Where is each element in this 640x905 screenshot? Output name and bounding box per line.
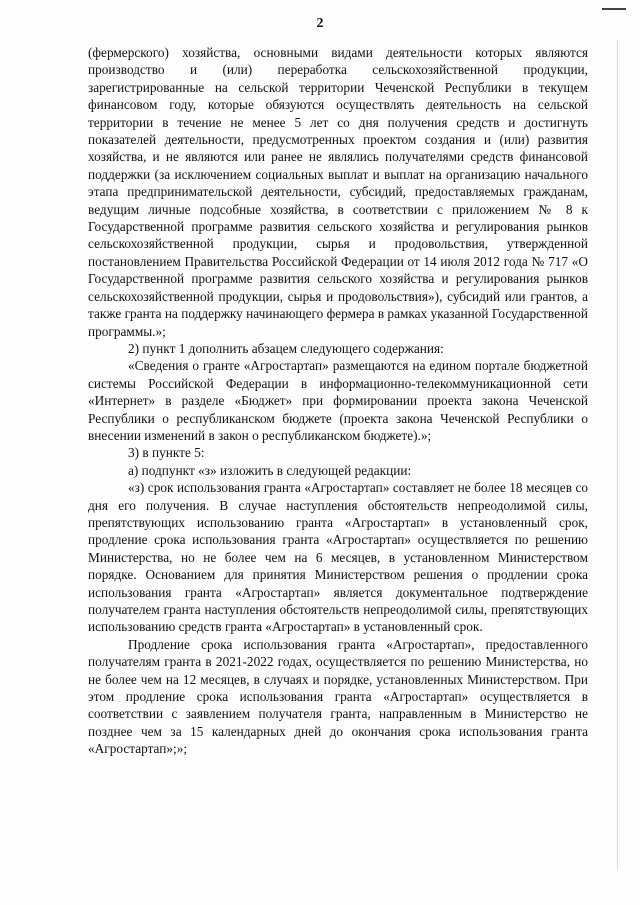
paragraph-subitem-z: «з) срок использования гранта «Агростартап» составляет не более 18 месяцев со дня его получения. В случае наступления обстоятельств непреодолимой силы, препятствующих использованию гранта «Агростартап» в установленный срок, продление срока использования гранта «Агростартап» осуществляется по решению Министерства, но не более чем на 6 месяцев, в установленном Министерством порядке. Основанием для принятия Министерством решения о продлении срока использования гранта «Агростартап» является документальное подтверждение получателем гранта наступления обстоятельств непреодолимой силы, препятствующих использованию средств гранта «Агростартап» в установленный срок. [88, 480, 588, 635]
paragraph-grant-info: «Сведения о гранте «Агростартап» размещаются на едином портале бюджетной системы Российской Федерации в информационно-телекоммуникационной сети «Интернет» в разделе «Бюджет» при формировании проекта закона Чеченской Республики о республиканском бюджете (проекта закона Чеченской Республики о внесении изменений в закон о республиканском бюджете).»; [88, 358, 588, 443]
paragraph-subitem-a: а) подпункт «з» изложить в следующей редакции: [128, 462, 412, 478]
document-body [88, 44, 588, 758]
paragraph-item-2: 2) пункт 1 дополнить абзацем следующего содержания: [128, 340, 444, 356]
paragraph-extension: Продление срока использования гранта «Агростартап», предоставленного получателям гранта в 2021-2022 годах, осуществляется по решению Министерства, но не более чем на 12 месяцев, в случаях и порядке, установленных Министерством. При этом продление срока использования гранта «Агростартап» осуществляется в соответствии с заявлением получателя гранта, направленным в Министерство не позднее чем за 15 календарных дней до окончания срока использования гранта «Агростартап»;»; [88, 636, 588, 757]
paragraph-item-3: 3) в пункте 5: [128, 445, 205, 461]
scan-edge-line [617, 40, 618, 870]
scan-mark [602, 8, 626, 10]
paragraph-continuation: (фермерского) хозяйства, основными видами деятельности которых являются производство и (или) переработка сельскохозяйственной продукции, зарегистрированные на сельской территории Чеченской Республики в текущем финансовом году, которые обязуются осуществлять деятельность на сельской территории в течение не менее 5 лет со дня получения средств и достигнуть показателей деятельности, предусмотренных проектом создания и (или) развития хозяйства, и не являются или ранее не являлись получателями средств финансовой поддержки (за исключением социальных выплат и выплат на организацию начального этапа предпринимательской деятельности, субсидий, предоставляемых гражданам, ведущим личные подсобные хозяйства, в соответствии с приложением № 8 к Государственной программе развития сельского хозяйства и регулирования рынков сельскохозяйственной продукции, сырья и продовольствия, утвержденной постановлением Правительства Российской Федерации от 14 июля 2012 года № 717 «О Государственной программе развития сельского хозяйства и регулирования рынков сельскохозяйственной продукции, сырья и продовольствия»), субсидий или грантов, а также гранта на поддержку начинающего фермера в рамках указанной Государственной программы.»; [88, 45, 588, 339]
page-number: 2 [316, 16, 324, 31]
